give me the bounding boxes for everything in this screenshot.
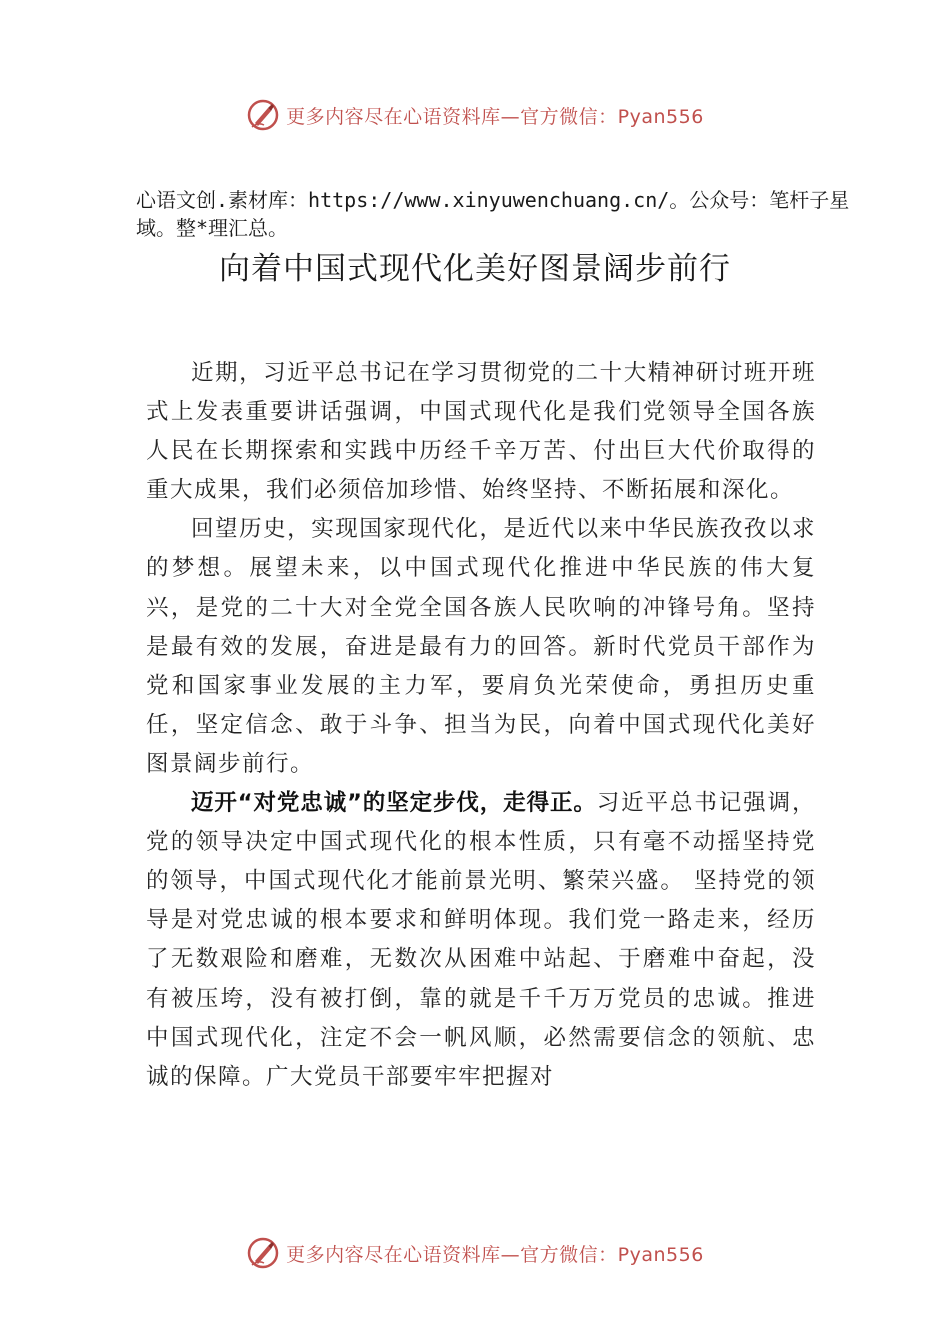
footer-banner	[0, 1233, 950, 1273]
pen-logo-icon	[246, 98, 280, 132]
pen-logo-icon	[246, 1236, 280, 1270]
paragraph-3-lead: 迈开“对党忠诚”的坚定步伐，走得正。	[191, 790, 597, 817]
header-banner	[0, 95, 950, 135]
paragraph-3-text: 习近平总书记强调，党的领导决定中国式现代化的根本性质，只有毫不动摇坚持党的领导，中国式现代化才能前景光明、繁荣兴盛。 坚持党的领导是对党忠诚的根本要求和鲜明体现。我们党一路走来，经历了无数艰险和磨难，无数次从困难中站起、于磨难中奋起，没有被压垮，没有被打倒，靠的就是千千万万党员的忠诚。推进中国式现代化，注定不会一帆风顺，必然需要信念的领航、忠诚的保障。广大党员干部要牢牢把握对	[146, 790, 816, 1090]
paragraph-3	[146, 784, 816, 1097]
source-line: 心语文创.素材库：https://www.xinyuwenchuang.cn/。公众号：笔杆子星域。整*理汇总。	[136, 188, 850, 240]
paragraph-1: 近期，习近平总书记在学习贯彻党的二十大精神研讨班开班式上发表重要讲话强调，中国式现代化是我们党领导全国各族人民在长期探索和实践中历经千辛万苦、付出巨大代价取得的重大成果，我们必须倍加珍惜、始终坚持、不断拓展和深化。	[146, 360, 816, 504]
article-body	[146, 354, 816, 1097]
paragraph-2: 回望历史，实现国家现代化，是近代以来中华民族孜孜以求的梦想。展望未来，以中国式现代化推进中华民族的伟大复兴，是党的二十大对全党全国各族人民吹响的冲锋号角。坚持是最有效的发展，奋进是最有力的回答。新时代党员干部作为党和国家事业发展的主力军，要肩负光荣使命，勇担历史重任，坚定信念、敢于斗争、担当为民，向着中国式现代化美好图景阔步前行。	[146, 516, 816, 777]
page-title: 向着中国式现代化美好图景阔步前行	[219, 251, 731, 287]
footer-banner-text: 更多内容尽在心语资料库—官方微信：Pyan556	[286, 1243, 704, 1266]
header-banner-text: 更多内容尽在心语资料库—官方微信：Pyan556	[286, 105, 704, 128]
